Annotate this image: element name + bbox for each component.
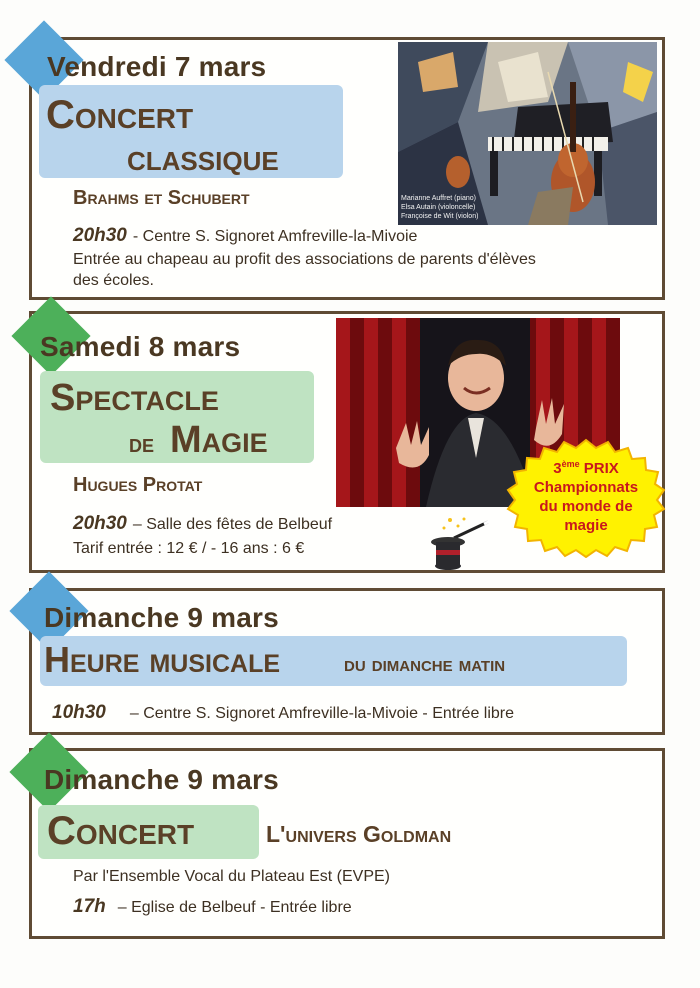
- event-date: Vendredi 7 mars: [47, 51, 267, 82]
- event-location: - Centre S. Signoret Amfreville-la-Mivoie: [132, 228, 418, 245]
- event-time: 17h: [73, 896, 106, 917]
- event-title-tail: L'univers Goldman: [266, 821, 452, 847]
- event-date: Samedi 8 mars: [40, 331, 241, 362]
- event-location: – Centre S. Signoret Amfreville-la-Mivoie - Entrée libre: [129, 705, 515, 722]
- event-time: 20h30: [73, 225, 127, 246]
- event-time: 10h30: [52, 702, 106, 723]
- event-subtitle: Hugues Protat: [73, 474, 203, 496]
- event-info-line2: des écoles.: [73, 272, 154, 289]
- event-time-location: [52, 702, 514, 724]
- event-date: Dimanche 9 mars: [44, 764, 279, 795]
- event-title-line1: Concert: [46, 93, 194, 137]
- event-title: Concert: [47, 809, 195, 853]
- event-performer: Par l'Ensemble Vocal du Plateau Est (EVPE): [73, 868, 390, 885]
- event-title: Heure musicale: [44, 639, 281, 680]
- event-info-line1: Entrée au chapeau au profit des associations de parents d'élèves: [73, 251, 536, 268]
- event-title-line1: Spectacle: [50, 377, 219, 419]
- event-time-location: [73, 896, 352, 918]
- award-badge-text: 3ème PRIX Championnats du monde de magie: [533, 459, 639, 534]
- cubist-instruments-image: [398, 42, 657, 225]
- magic-hat-icon: [428, 516, 492, 572]
- event-title-line2-small: de: [129, 428, 155, 458]
- event-price: Tarif entrée : 12 € / - 16 ans : 6 €: [73, 540, 305, 557]
- event-date: Dimanche 9 mars: [44, 602, 279, 633]
- event-title-line2: classique: [127, 137, 279, 178]
- event-time-location: [73, 225, 417, 247]
- event-location: – Salle des fêtes de Belbeuf: [132, 516, 333, 533]
- photo-caption: Marianne Auffret (piano) Elsa Autain (violoncelle) Françoise de Wit (violon): [401, 195, 479, 220]
- event-title-tail: du dimanche matin: [344, 651, 506, 676]
- event-time: 20h30: [73, 513, 127, 534]
- event-time-location: [73, 513, 332, 535]
- event-subtitle: Brahms et Schubert: [73, 187, 250, 209]
- event-title-line2: Magie: [170, 419, 268, 461]
- event-location: – Eglise de Belbeuf - Entrée libre: [117, 899, 352, 916]
